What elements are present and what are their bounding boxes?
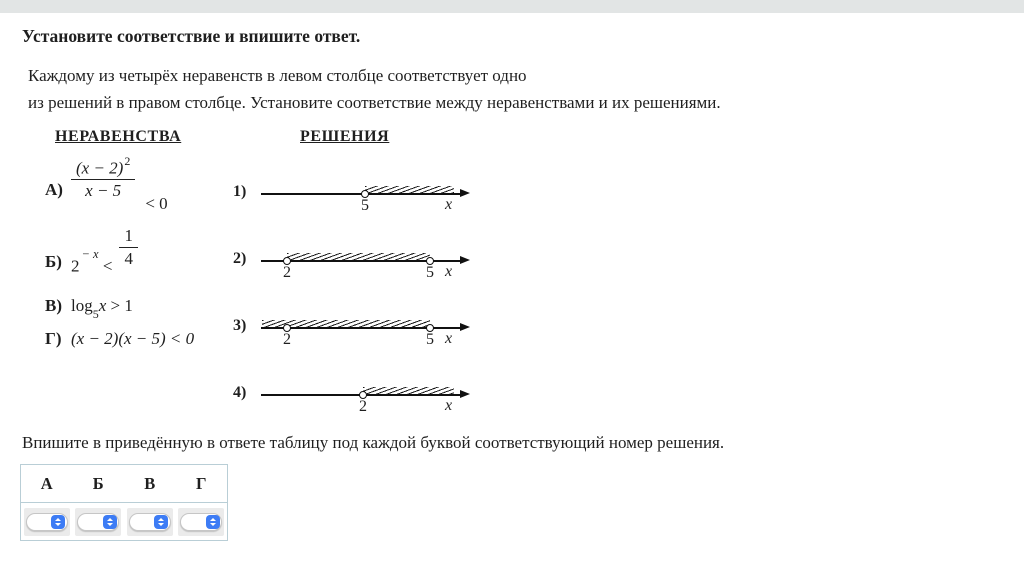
column-header-solutions: РЕШЕНИЯ <box>300 128 390 145</box>
axis-variable-label: x <box>445 263 453 280</box>
page-title: Установите соответствие и впишите ответ. <box>22 26 361 46</box>
number-line-4 <box>233 377 483 421</box>
inequality-a-label: А) <box>45 180 63 199</box>
answer-select-v[interactable] <box>129 513 171 531</box>
number-line-2-label: 2) <box>233 250 247 267</box>
inequality-g <box>45 329 194 349</box>
inequality-g-label: Г) <box>45 329 62 348</box>
top-gray-band <box>0 0 1024 13</box>
number-line-4-label: 4) <box>233 384 247 401</box>
answer-table-header-row <box>21 465 227 503</box>
arrow-icon <box>460 390 470 398</box>
inequality-v-relation: > 1 <box>110 296 133 315</box>
inequality-v-expression <box>71 296 133 322</box>
point-label: 5 <box>361 197 369 214</box>
hatched-region <box>287 253 430 260</box>
intro-line-2: из решений в правом столбце. Установите соответствие между неравенствами и их решениями. <box>28 92 721 112</box>
inequality-b-label: Б) <box>45 252 62 271</box>
answer-select-b[interactable] <box>77 513 119 531</box>
answer-header-b: Б <box>92 473 104 493</box>
inequality-v-label: В) <box>45 296 62 315</box>
inequality-g-expression: (x − 2)(x − 5) < 0 <box>71 329 195 348</box>
axis-variable-label: x <box>445 397 453 414</box>
answer-header-a: А <box>40 473 53 493</box>
fraction-power: 2 <box>124 154 131 168</box>
number-line-4-track <box>261 377 461 421</box>
answer-select-a[interactable] <box>26 513 68 531</box>
answer-select-g[interactable] <box>180 513 222 531</box>
arrow-icon <box>460 189 470 197</box>
intro-line-1: Каждому из четырёх неравенств в левом столбце соответствует одно <box>28 66 527 85</box>
stepper-icon[interactable] <box>103 515 117 530</box>
select-background <box>178 508 224 536</box>
inequality-a-fraction <box>71 154 135 201</box>
log-function: log <box>71 296 93 315</box>
answer-header-g: Г <box>196 473 207 493</box>
fraction-denominator: 4 <box>124 248 133 268</box>
number-line-3-track <box>261 310 461 354</box>
hatched-region <box>365 186 454 193</box>
inequality-b-fraction <box>119 226 138 268</box>
point-label: 2 <box>359 398 367 415</box>
intro-paragraph <box>28 63 721 116</box>
number-line-2 <box>233 243 483 287</box>
answer-cell-b <box>73 503 125 540</box>
select-background <box>127 508 173 536</box>
select-background <box>75 508 121 536</box>
log-index: 5 <box>92 307 99 322</box>
axis-variable-label: x <box>445 196 453 213</box>
number-line-1-track <box>261 176 461 220</box>
inequality-a <box>45 154 168 214</box>
number-line-1 <box>233 176 483 220</box>
answer-table <box>20 464 228 541</box>
point-label: 2 <box>283 331 291 348</box>
answer-header-v: В <box>144 473 156 493</box>
power-exponent: − x <box>81 247 99 261</box>
stepper-icon[interactable] <box>206 515 220 530</box>
fraction-denominator: x − 5 <box>85 181 122 201</box>
answer-cell-a <box>21 503 73 540</box>
inequality-b-relation: < <box>102 256 113 276</box>
fraction-numerator: (x − 2) <box>76 158 124 178</box>
axis-variable-label: x <box>445 330 453 347</box>
log-argument: x <box>98 296 107 315</box>
stepper-icon[interactable] <box>51 515 65 530</box>
inequality-a-relation: < 0 <box>145 194 168 213</box>
answer-cell-g <box>176 503 228 540</box>
answer-cell-v <box>124 503 176 540</box>
number-line-3-label: 3) <box>233 317 247 334</box>
point-label: 5 <box>426 264 434 281</box>
inequality-b-power-expression <box>71 247 113 277</box>
inequality-b <box>45 226 138 277</box>
arrow-icon <box>460 256 470 264</box>
power-base: 2 <box>71 256 80 276</box>
select-background <box>24 508 70 536</box>
point-label: 2 <box>283 264 291 281</box>
inequality-v <box>45 296 133 322</box>
fraction-numerator: 1 <box>119 226 138 248</box>
answer-table-select-row <box>21 503 227 540</box>
number-line-1-label: 1) <box>233 183 247 200</box>
number-line-3 <box>233 310 483 354</box>
stepper-icon[interactable] <box>154 515 168 530</box>
answer-instruction: Впишите в приведённую в ответе таблицу под каждой буквой соответствующий номер решения. <box>22 433 725 452</box>
number-line-2-track <box>261 243 461 287</box>
point-label: 5 <box>426 331 434 348</box>
hatched-region <box>363 387 454 394</box>
arrow-icon <box>460 323 470 331</box>
column-header-inequalities: НЕРАВЕНСТВА <box>55 128 182 145</box>
